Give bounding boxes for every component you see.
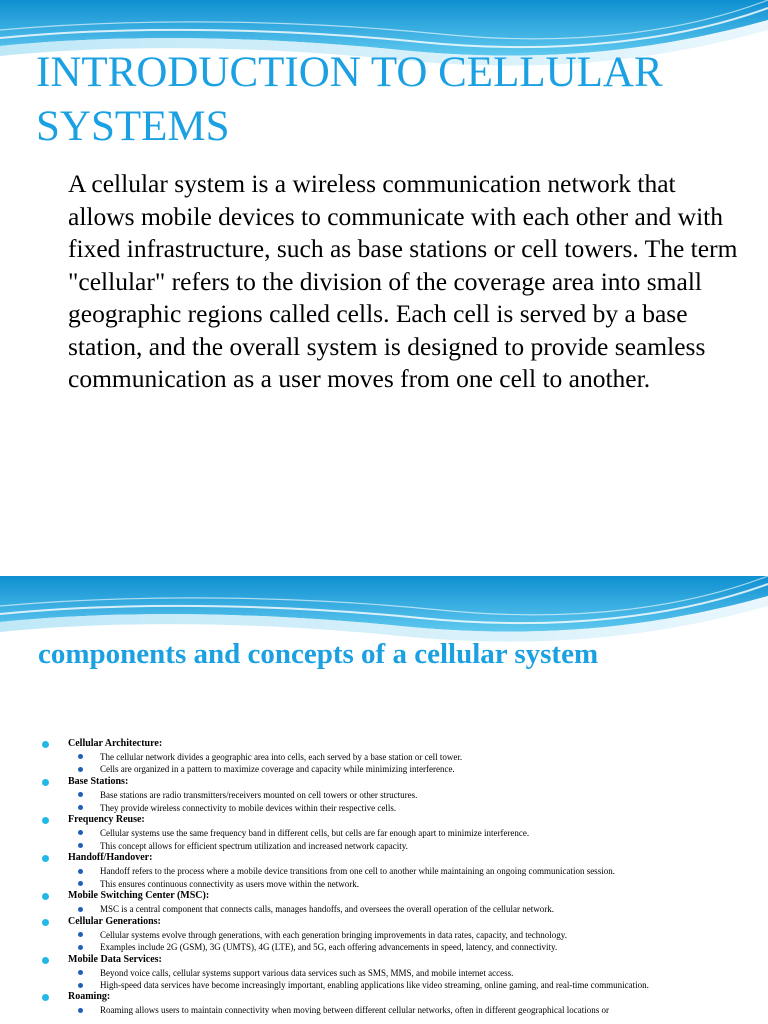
list-item: MSC is a central component that connects calls, manages handoffs, and oversees the overall operation of the cellular network. xyxy=(68,903,740,916)
list-item: They provide wireless connectivity to mobile devices within their respective cells. xyxy=(68,802,740,815)
list-item xyxy=(40,738,740,776)
list-item: The cellular network divides a geographic area into cells, each served by a base station or cell tower. xyxy=(68,751,740,764)
list-item: Beyond voice calls, cellular systems support various data services such as SMS, MMS, and mobile internet access. xyxy=(68,967,740,980)
section-heading: Frequency Reuse: xyxy=(68,814,145,826)
list-item: High-speed data services have become increasingly important, enabling applications like video streaming, online gaming, and real-time communication. xyxy=(68,979,740,991)
list-item xyxy=(40,776,740,814)
section-heading: Cellular Architecture: xyxy=(68,738,163,749)
section-heading: Base Stations: xyxy=(68,776,129,788)
section-heading: Mobile Data Services: xyxy=(68,953,162,965)
list-item xyxy=(40,916,740,954)
components-list xyxy=(40,738,740,1017)
list-item: Cellular systems use the same frequency band in different cells, but cells are far enough apart to minimize interference. xyxy=(68,827,740,840)
section-heading: Roaming: xyxy=(68,991,111,1003)
slide-2 xyxy=(0,576,768,1024)
list-item xyxy=(40,890,740,915)
slide-title: components and concepts of a cellular system xyxy=(38,638,599,670)
section-heading: Handoff/Handover: xyxy=(68,852,153,864)
list-item: Roaming allows users to maintain connectivity when moving between different cellular networks, often in different geographical locations or xyxy=(68,1004,740,1017)
list-item xyxy=(40,814,740,852)
list-item: This ensures continuous connectivity as users move within the network. xyxy=(68,878,740,891)
slide-title: INTRODUCTION TO CELLULAR SYSTEMS xyxy=(36,49,663,150)
section-heading: Cellular Generations: xyxy=(68,915,161,927)
list-item: Cells are organized in a pattern to maximize coverage and capacity while minimizing interference. xyxy=(68,763,740,776)
slide-body-text: A cellular system is a wireless communication network that allows mobile devices to communicate with each other and with fixed infrastructure, such as base stations or cell towers. The term "cellular" refers to the division of the coverage area into small geographic regions called cells. Each cell is served by a base station, and the overall system is designed to provide seamless communication as a user moves from one cell to another. xyxy=(68,169,738,393)
list-item xyxy=(40,991,740,1016)
list-item xyxy=(40,852,740,890)
list-item: Examples include 2G (GSM), 3G (UMTS), 4G (LTE), and 5G, each offering advancements in speed, latency, and connectivity. xyxy=(68,941,740,954)
list-item: Base stations are radio transmitters/receivers mounted on cell towers or other structures. xyxy=(68,789,740,802)
section-heading: Mobile Switching Center (MSC): xyxy=(68,890,210,902)
list-item: Handoff refers to the process where a mobile device transitions from one cell to another while maintaining an ongoing communication session. xyxy=(68,865,740,878)
list-item xyxy=(40,954,740,991)
list-item: Cellular systems evolve through generations, with each generation bringing improvements in data rates, capacity, and technology. xyxy=(68,929,740,942)
list-item: This concept allows for efficient spectrum utilization and increased network capacity. xyxy=(68,840,740,853)
